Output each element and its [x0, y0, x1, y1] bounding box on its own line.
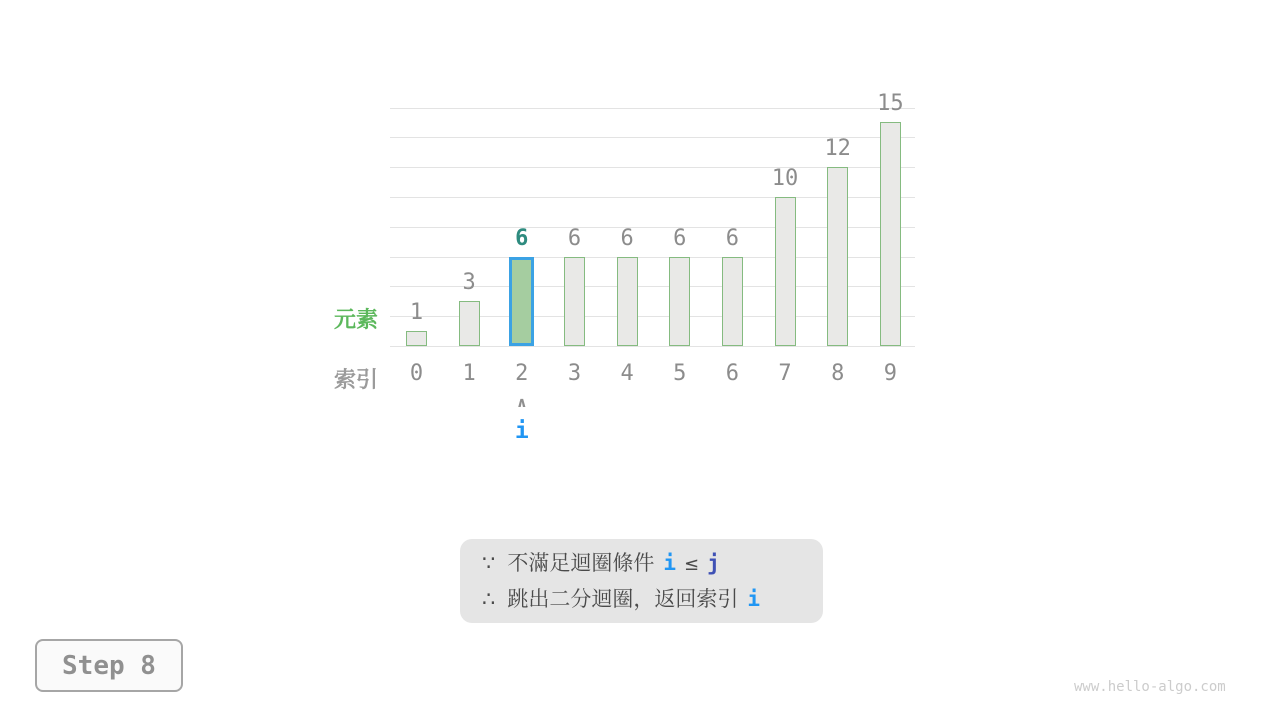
pointer-up-arrow-icon: ∧	[516, 395, 528, 411]
variable-i-return: i	[747, 586, 761, 611]
index-label: 7	[778, 361, 792, 386]
x-axis-label: 索引	[333, 368, 378, 393]
bar-value-label: 6	[515, 225, 529, 251]
baseline	[390, 346, 915, 347]
bar	[669, 257, 690, 346]
bar-value-label: 6	[567, 225, 582, 251]
index-label: 1	[462, 361, 476, 386]
pointer-i-label: i	[514, 418, 529, 444]
bar-value-label: 6	[725, 225, 740, 251]
bar-value-label: 6	[620, 225, 634, 251]
step-badge: Step 8	[35, 639, 183, 692]
bar	[406, 331, 427, 346]
bar	[827, 167, 848, 346]
bar-highlighted	[509, 257, 534, 346]
index-label: 8	[831, 361, 845, 386]
bar	[617, 257, 638, 346]
bar	[564, 257, 585, 346]
bar-value-label: 12	[824, 136, 851, 162]
index-label: 2	[515, 361, 529, 386]
index-label: 4	[620, 361, 634, 386]
bar-value-label: 15	[877, 91, 904, 117]
note-box	[460, 539, 823, 623]
gridline	[390, 108, 915, 109]
note-line-2-text: 跳出二分迴圈，返回索引	[507, 586, 739, 611]
therefore-symbol: ∴	[482, 586, 496, 611]
watermark: www.hello-algo.com	[1074, 679, 1226, 695]
leq-operator: ≤	[684, 553, 700, 575]
variable-j: j	[707, 550, 720, 575]
variable-i: i	[663, 550, 677, 575]
bar-value-label: 1	[409, 300, 424, 326]
note-line-1-text: 不滿足迴圈條件	[507, 550, 655, 575]
note-line-1	[482, 546, 823, 582]
index-label: 6	[725, 361, 740, 386]
bar-value-label: 6	[673, 225, 687, 251]
bar	[722, 257, 743, 346]
index-label: 5	[673, 361, 687, 386]
bar	[880, 122, 901, 346]
bar	[459, 301, 480, 346]
note-line-2	[482, 582, 823, 617]
index-label: 9	[883, 361, 897, 386]
y-axis-label: 元素	[333, 308, 378, 333]
index-label: 0	[409, 361, 424, 386]
bar-value-label: 10	[771, 165, 799, 191]
index-label: 3	[567, 361, 582, 386]
bar-value-label: 3	[462, 270, 476, 296]
bar	[775, 197, 796, 346]
because-symbol: ∵	[482, 550, 496, 575]
